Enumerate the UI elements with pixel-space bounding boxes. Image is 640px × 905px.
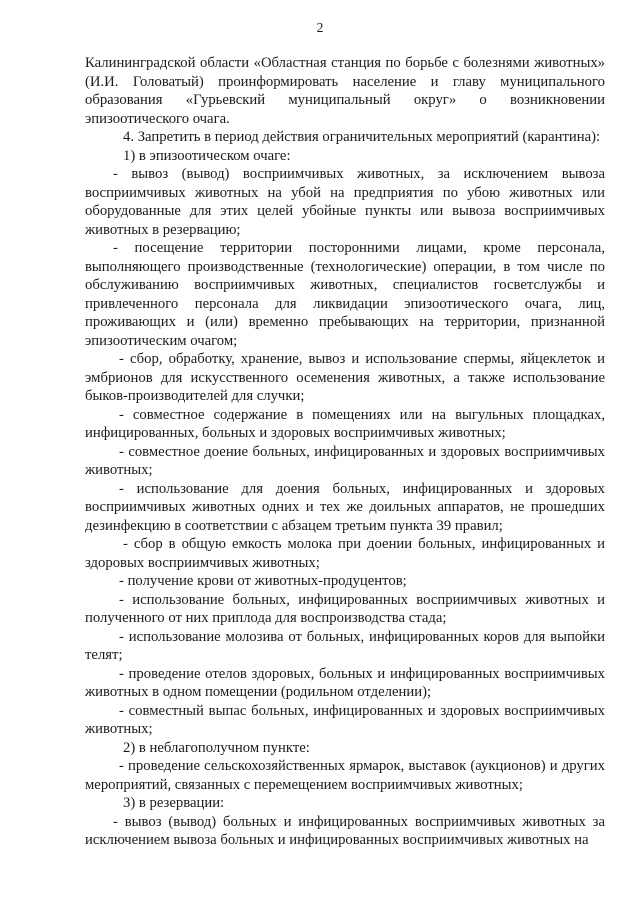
document-body [85, 54, 605, 850]
paragraph: - получение крови от животных-продуцентов; [119, 573, 407, 589]
paragraph: - посещение территории посторонними лицами, кроме персонала, выполняющего производственные (технологические) операции, в том числе по обслуживанию восприимчивых животных, специалистов госветслужбы и привлеченного персонала для ликвидации эпизоотического очага, лиц, проживающих и (или) временно пребывающих на территории, признанной эпизоотическим очагом; [85, 240, 605, 349]
paragraph: - проведение отелов здоровых, больных и инфицированных восприимчивых животных в одном помещении (родильном отделении); [85, 665, 605, 700]
paragraph: 4. Запретить в период действия ограничительных мероприятий (карантина): [123, 129, 601, 145]
paragraph: - вывоз (вывод) больных и инфицированных восприимчивых животных за исключением вывоза больных и инфицированных восприимчивых животных на [85, 813, 605, 848]
paragraph: - сбор, обработку, хранение, вывоз и использование спермы, яйцеклеток и эмбрионов для искусственного осеменения животных, а также использование быков-производителей для случки; [85, 351, 605, 404]
paragraph: - использование больных, инфицированных восприимчивых животных и полученного от них приплода для воспроизводства стада; [85, 591, 605, 626]
paragraph: - совместное содержание в помещениях или на выгульных площадках, инфицированных, больных и здоровых восприимчивых животных; [85, 406, 605, 441]
paragraph: - совместное доение больных, инфицированных и здоровых восприимчивых животных; [85, 443, 605, 478]
paragraph: - использование молозива от больных, инфицированных коров для выпойки телят; [85, 628, 605, 663]
paragraph: - вывоз (вывод) восприимчивых животных, за исключением вывоза восприимчивых животных на убой на предприятия по убою животных или оборудованные для этих целей убойные пункты или вывоза восприимчивых животных в резервацию; [85, 166, 605, 238]
paragraph: - сбор в общую емкость молока при доении больных, инфицированных и здоровых восприимчивых животных; [85, 536, 605, 571]
paragraph: 2) в неблагополучном пункте: [123, 739, 310, 756]
paragraph: 3) в резервации: [123, 795, 225, 811]
paragraph: - использование для доения больных, инфицированных и здоровых восприимчивых животных одних и тех же доильных аппаратов, не прошедших дезинфекцию в соответствии с абзацем третьим пункта 39 правил; [85, 480, 605, 534]
page-number: 2 [316, 20, 324, 35]
paragraph: 1) в эпизоотическом очаге: [123, 147, 291, 164]
paragraph: - проведение сельскохозяйственных ярмарок, выставок (аукционов) и других мероприятий, связанных с перемещением восприимчивых животных; [85, 758, 605, 793]
paragraph: - совместный выпас больных, инфицированных и здоровых восприимчивых животных; [85, 702, 605, 737]
paragraph: Калининградской области «Областная станция по борьбе с болезнями животных» (И.И. Головатый) проинформировать население и главу муниципального образования «Гурьевский муниципальный округ» о возникновении эпизоотического очага. [85, 55, 605, 127]
